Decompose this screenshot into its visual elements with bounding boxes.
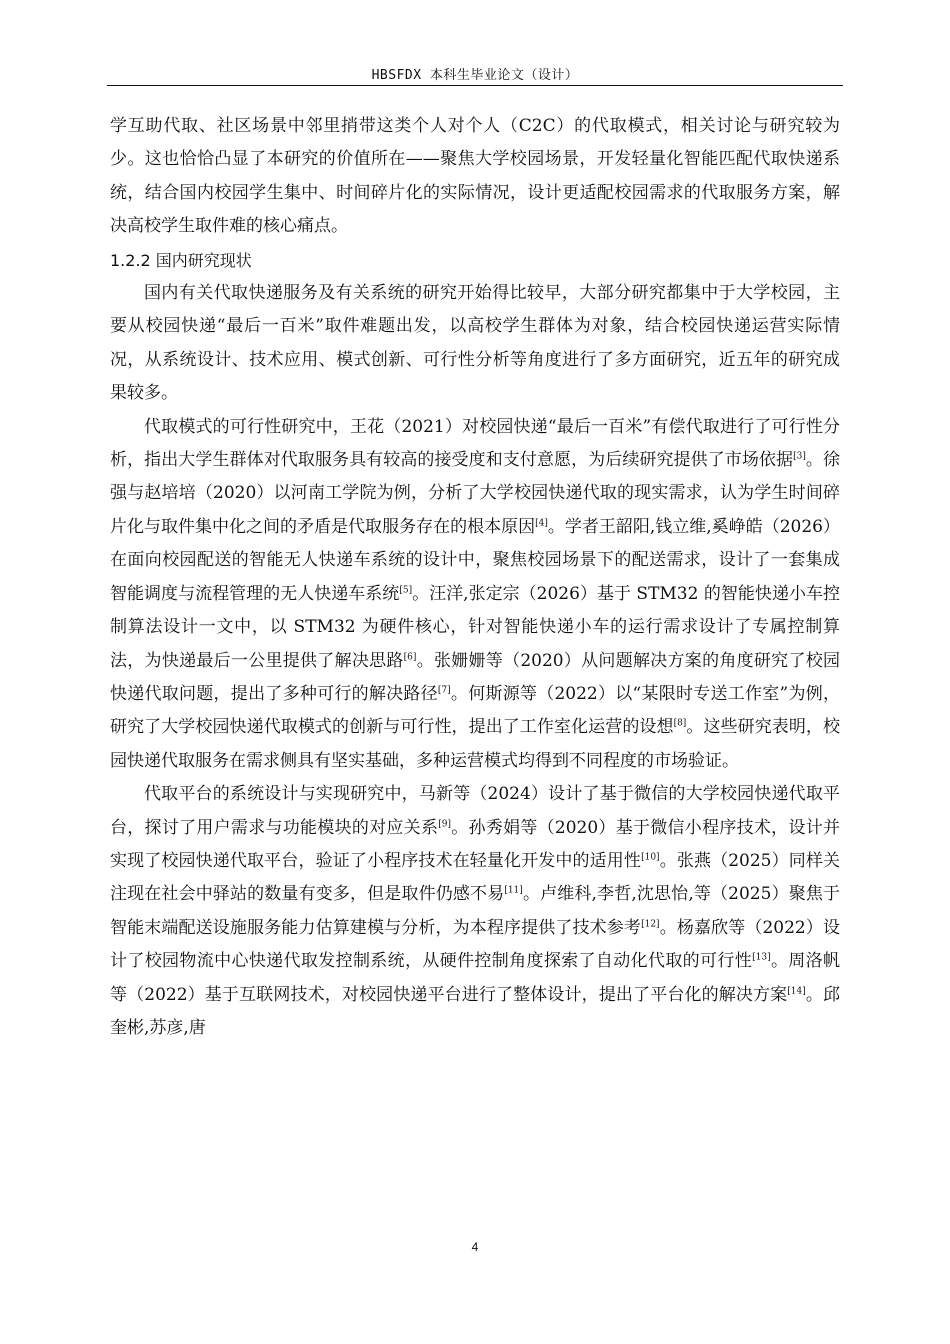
citation-11: [11]	[504, 885, 523, 896]
text-run: 代取模式的可行性研究中，王花（2021）对校园快递“最后一百米”有偿代取进行了可行性分析，指出大学生群体对代取服务具有较高的接受度和支付意愿，为后续研究提供了市场依据	[110, 416, 840, 471]
citation-5: [5]	[399, 585, 413, 596]
text-run: 。张燕（2025）同样关注现在社会中驿站的数量有变多，但是取件仍感不易	[110, 850, 841, 905]
running-header: HBSFDX 本科生毕业论文（设计）	[371, 68, 579, 83]
paragraph-2	[110, 411, 840, 778]
text-run: 。孙秀娟等（2020）基于微信小程序技术，设计并实现了校园快递代取平台，验证了小程序技术在轻量化开发中的适用性	[110, 817, 840, 871]
citation-6: [6]	[403, 651, 417, 662]
text-run: 。这些研究表明，校园快递代取服务在需求侧具有坚实基础，多种运营模式均得到不同程度的市场验证。	[110, 717, 841, 771]
citation-10: [10]	[641, 852, 660, 863]
text-run: 。汪洋,张定宗（2026）基于 STM32 的智能快递小车控制算法设计一文中，以 STM32 为硬件核心，针对智能快递小车的运行需求设计了专属控制算法，为快递最后一公里提供了解决思路	[110, 583, 840, 671]
citation-13: [13]	[752, 952, 771, 963]
citation-12: [12]	[641, 919, 660, 930]
paragraph-continued: 学互助代取、社区场景中邻里捎带这类个人对个人（C2C）的代取模式，相关讨论与研究较为少。这也恰恰凸显了本研究的价值所在——聚焦大学校园场景，开发轻量化智能匹配代取快递系统，结合国内校园学生集中、时间碎片化的实际情况，设计更适配校园需求的代取服务方案，解决高校学生取件难的核心痛点。	[110, 116, 840, 237]
citation-14: [14]	[787, 985, 806, 996]
citation-9: [9]	[438, 818, 451, 829]
text-run: 。邱奎彬,苏彦,唐	[110, 984, 840, 1038]
paragraph-1: 国内有关代取快递服务及有关系统的研究开始得比较早，大部分研究都集中于大学校园，主要从校园快递“最后一百米”取件难题出发，以高校学生群体为对象，结合校园快递运营实际情况，从系统设计、技术应用、模式创新、可行性分析等角度进行了多方面研究，近五年的研究成果较多。	[110, 283, 840, 404]
text-run: 。杨嘉欣等（2022）设计了校园物流中心快递代取发控制系统，从硬件控制角度探索了自动化代取的可行性	[110, 917, 841, 972]
section-heading: 1.2.2 国内研究现状	[110, 250, 252, 270]
paragraph-3	[110, 778, 840, 1045]
text-run: 代取平台的系统设计与实现研究中，马新等（2024）设计了基于微信的大学校园快递代取平台，探讨了用户需求与功能模块的对应关系	[110, 784, 840, 838]
text-run: 。何斯源等（2022）以“某限时专送工作室”为例，研究了大学校园快递代取模式的创新与可行性，提出了工作室化运营的设想	[110, 683, 841, 738]
citation-7: [7]	[437, 685, 451, 696]
text-run: 。卢维科,李哲,沈思怡,等（2025）聚焦于智能末端配送设施服务能力估算建模与分析，为本程序提供了技术参考	[110, 884, 840, 938]
text-run: 。徐强与赵培培（2020）以河南工学院为例，分析了大学校园快递代取的现实需求，认为学生时间碎片化与取件集中化之间的矛盾是代取服务存在的根本原因	[110, 450, 840, 537]
citation-8: [8]	[673, 718, 687, 729]
citation-3: [3]	[793, 451, 806, 462]
text-run: 。学者王韶阳,钱立维,奚峥皓（2026）在面向校园配送的智能无人快递车系统的设计中，聚焦校园场景下的配送需求，设计了一套集成智能调度与流程管理的无人快递车系统	[110, 516, 840, 604]
citation-4: [4]	[535, 518, 548, 529]
page-number: 4	[471, 1240, 479, 1254]
text-run: 。张姗姗等（2020）从问题解决方案的角度研究了校园快递代取问题，提出了多种可行的解决路径	[110, 650, 841, 704]
header-rule	[107, 85, 843, 86]
body-text	[110, 110, 840, 1045]
text-run: 。周洛帆等（2022）基于互联网技术，对校园快递平台进行了整体设计，提出了平台化的解决方案	[110, 951, 841, 1005]
